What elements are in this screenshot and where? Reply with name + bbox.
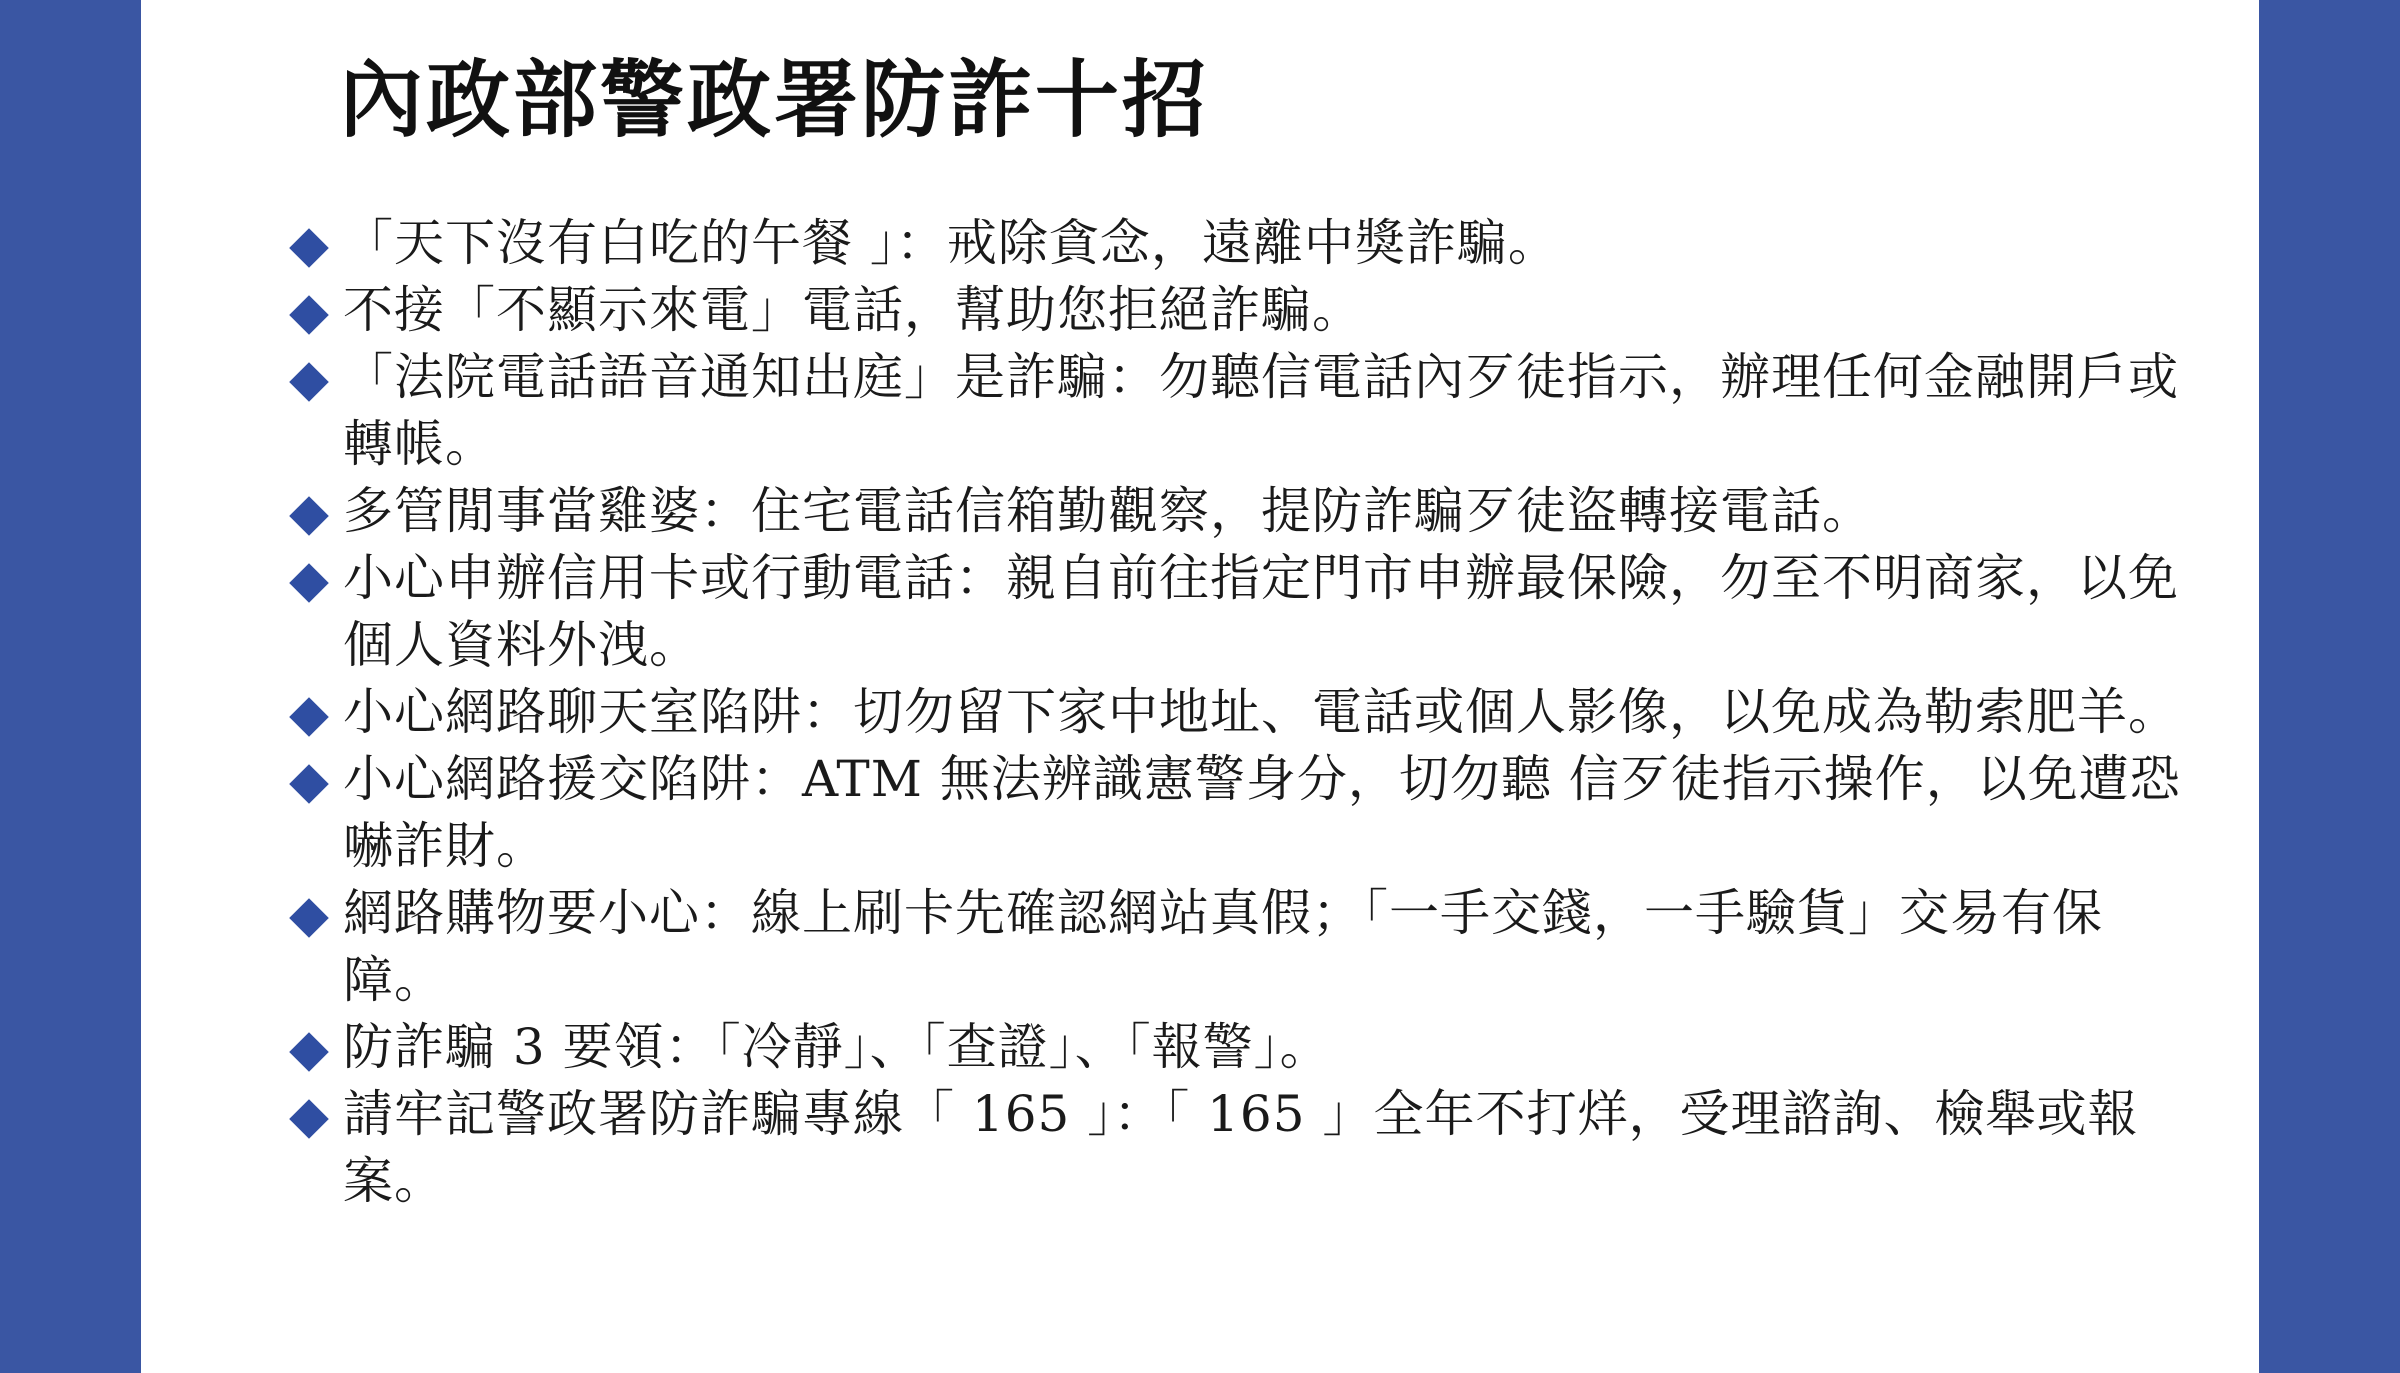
diamond-icon	[289, 295, 329, 335]
tip-text: 小心網路聊天室陷阱：切勿留下家中地址、電話或個人影像，以免成為勒索肥羊。	[343, 683, 2179, 741]
diamond-icon	[289, 496, 329, 536]
page-title: 內政部警政署防詐十招	[339, 50, 1210, 149]
list-item	[286, 1081, 2186, 1215]
diamond-icon	[289, 563, 329, 603]
tip-text: 多管閒事當雞婆：住宅電話信箱勤觀察，提防詐騙歹徒盜轉接電話。	[343, 482, 1873, 540]
tip-text: 小心申辦信用卡或行動電話：親自前往指定門市申辦最保險，勿至不明商家，以免個人資料外洩。	[343, 549, 2179, 674]
tip-text: 防詐騙 3 要領：「冷靜」、「查證」、「報警」。	[343, 1018, 1331, 1076]
list-item	[286, 210, 2186, 277]
diamond-icon	[289, 228, 329, 268]
diamond-icon	[289, 697, 329, 737]
diamond-icon	[289, 898, 329, 938]
content-panel	[141, 0, 2259, 1373]
tip-text: 「天下沒有白吃的午餐 」：戒除貪念，遠離中獎詐騙。	[343, 214, 1559, 272]
diamond-icon	[289, 1099, 329, 1139]
tips-list	[286, 210, 2186, 1215]
diamond-icon	[289, 1032, 329, 1072]
list-item	[286, 344, 2186, 478]
list-item	[286, 679, 2186, 746]
list-item	[286, 1014, 2186, 1081]
tip-text: 不接「不顯示來電」電話，幫助您拒絕詐騙。	[343, 281, 1363, 339]
tip-text: 網路購物要小心：線上刷卡先確認網站真假；「一手交錢，一手驗貨」交易有保障。	[343, 884, 2103, 1009]
list-item	[286, 545, 2186, 679]
tip-text: 小心網路援交陷阱：ATM 無法辨識憲警身分，切勿聽 信歹徒指示操作，以免遭恐嚇詐財。	[343, 750, 2181, 875]
diamond-icon	[289, 362, 329, 402]
list-item	[286, 478, 2186, 545]
list-item	[286, 880, 2186, 1014]
tip-text: 「法院電話語音通知出庭」是詐騙：勿聽信電話內歹徒指示，辦理任何金融開戶或轉帳。	[343, 348, 2179, 473]
list-item	[286, 277, 2186, 344]
list-item	[286, 746, 2186, 880]
diamond-icon	[289, 764, 329, 804]
tip-text: 請牢記警政署防詐騙專線「 165 」：「 165 」全年不打烊，受理諮詢、檢舉或報案。	[343, 1085, 2139, 1210]
